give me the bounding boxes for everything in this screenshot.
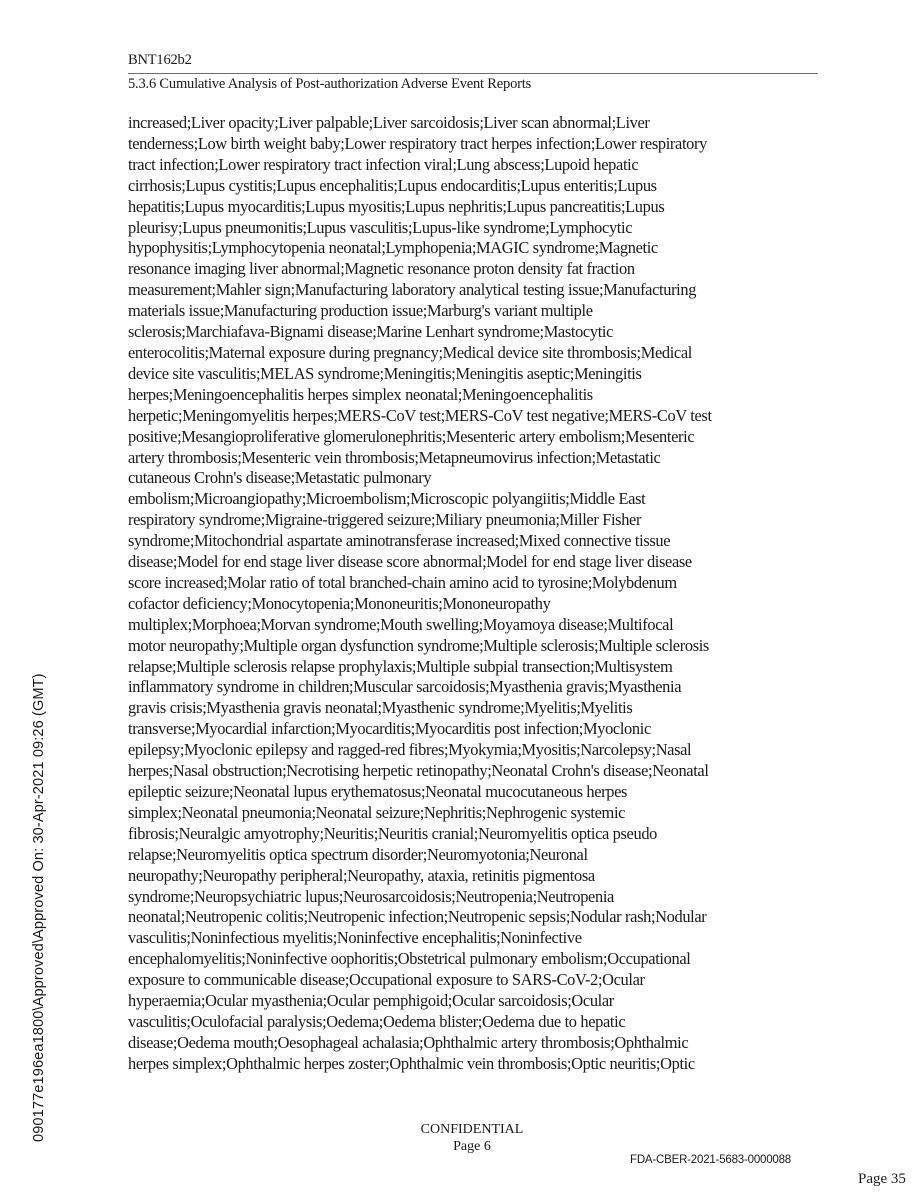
body-line: device site vasculitis;MELAS syndrome;Meningitis;Meningitis aseptic;Meningitis xyxy=(128,363,642,383)
body-line: tenderness;Low birth weight baby;Lower respiratory tract herpes infection;Lower respiratory xyxy=(128,133,707,153)
body-line: syndrome;Mitochondrial aspartate aminotransferase increased;Mixed connective tissue xyxy=(128,531,671,551)
body-line: tract infection;Lower respiratory tract infection viral;Lung abscess;Lupoid hepatic xyxy=(128,154,639,174)
body-line: fibrosis;Neuralgic amyotrophy;Neuritis;Neuritis cranial;Neuromyelitis optica pseudo xyxy=(128,823,658,843)
body-line: inflammatory syndrome in children;Muscular sarcoidosis;Myasthenia gravis;Myasthenia xyxy=(128,677,682,697)
body-line: transverse;Myocardial infarction;Myocarditis;Myocarditis post infection;Myoclonic xyxy=(128,719,651,739)
body-line: disease;Model for end stage liver disease score abnormal;Model for end stage liver disease xyxy=(128,552,692,572)
body-line: simplex;Neonatal pneumonia;Neonatal seizure;Nephritis;Nephrogenic systemic xyxy=(128,802,626,822)
body-line: relapse;Neuromyelitis optica spectrum disorder;Neuromyotonia;Neuronal xyxy=(128,844,588,864)
footer-page-number: Page 6 xyxy=(453,1139,491,1154)
body-line: exposure to communicable disease;Occupational exposure to SARS-CoV-2;Ocular xyxy=(128,970,645,990)
body-line: artery thrombosis;Mesenteric vein thrombosis;Metapneumovirus infection;Metastatic xyxy=(128,447,661,467)
approval-stamp: 090177e196ea1800\Approved\Approved On: 30-Apr-2021 09:26 (GMT) xyxy=(31,673,47,1142)
body-line: materials issue;Manufacturing production issue;Marburg's variant multiple xyxy=(128,301,593,321)
body-line: measurement;Mahler sign;Manufacturing laboratory analytical testing issue;Manufacturing xyxy=(128,280,697,300)
footer-confidential: CONFIDENTIAL xyxy=(420,1122,524,1137)
body-line: cutaneous Crohn's disease;Metastatic pulmonary xyxy=(128,468,432,488)
body-line: herpes simplex;Ophthalmic herpes zoster;Ophthalmic vein thrombosis;Optic neuritis;Optic xyxy=(128,1053,695,1073)
body-line: pleurisy;Lupus pneumonitis;Lupus vasculitis;Lupus-like syndrome;Lymphocytic xyxy=(128,217,633,237)
body-line: disease;Oedema mouth;Oesophageal achalasia;Ophthalmic artery thrombosis;Ophthalmic xyxy=(128,1032,689,1052)
body-line: encephalomyelitis;Noninfective oophoritis;Obstetrical pulmonary embolism;Occupational xyxy=(128,949,691,969)
body-line: increased;Liver opacity;Liver palpable;Liver sarcoidosis;Liver scan abnormal;Liver xyxy=(128,113,650,132)
footer-document-id: FDA-CBER-2021-5683-0000088 xyxy=(630,1154,792,1166)
header-section-title: 5.3.6 Cumulative Analysis of Post-authorization Adverse Event Reports xyxy=(128,76,532,92)
body-line: herpes;Nasal obstruction;Necrotising herpetic retinopathy;Neonatal Crohn's disease;Neonatal xyxy=(128,761,709,781)
body-line: motor neuropathy;Multiple organ dysfunction syndrome;Multiple sclerosis;Multiple sclerosis xyxy=(128,635,709,655)
outer-page-number: Page 35 xyxy=(858,1171,906,1187)
body-line: epileptic seizure;Neonatal lupus erythematosus;Neonatal mucocutaneous herpes xyxy=(128,782,628,801)
body-text xyxy=(128,113,828,1075)
body-line: sclerosis;Marchiafava-Bignami disease;Marine Lenhart syndrome;Mastocytic xyxy=(128,322,614,342)
body-line: gravis crisis;Myasthenia gravis neonatal;Myasthenic syndrome;Myelitis;Myelitis xyxy=(128,698,633,718)
body-line: vasculitis;Noninfectious myelitis;Noninfective encephalitis;Noninfective xyxy=(128,928,582,948)
body-line: cirrhosis;Lupus cystitis;Lupus encephalitis;Lupus endocarditis;Lupus enteritis;Lupus xyxy=(128,175,657,195)
body-line: embolism;Microangiopathy;Microembolism;Microscopic polyangiitis;Middle East xyxy=(128,489,646,509)
body-line: score increased;Molar ratio of total branched-chain amino acid to tyrosine;Molybdenum xyxy=(128,572,677,592)
body-line: respiratory syndrome;Migraine-triggered seizure;Miliary pneumonia;Miller Fisher xyxy=(128,510,642,530)
body-line: hypophysitis;Lymphocytopenia neonatal;Lymphopenia;MAGIC syndrome;Magnetic xyxy=(128,238,658,258)
body-line: herpes;Meningoencephalitis herpes simplex neonatal;Meningoencephalitis xyxy=(128,384,593,404)
body-line: epilepsy;Myoclonic epilepsy and ragged-red fibres;Myokymia;Myositis;Narcolepsy;Nasal xyxy=(128,740,692,760)
body-line: neonatal;Neutropenic colitis;Neutropenic infection;Neutropenic sepsis;Nodular rash;Nodular xyxy=(128,907,707,927)
header-product: BNT162b2 xyxy=(128,52,192,68)
body-line: neuropathy;Neuropathy peripheral;Neuropathy, ataxia, retinitis pigmentosa xyxy=(128,865,595,885)
body-line: herpetic;Meningomyelitis herpes;MERS-CoV test;MERS-CoV test negative;MERS-CoV test xyxy=(128,405,712,425)
body-line: hepatitis;Lupus myocarditis;Lupus myositis;Lupus nephritis;Lupus pancreatitis;Lupus xyxy=(128,196,665,216)
body-line: hyperaemia;Ocular myasthenia;Ocular pemphigoid;Ocular sarcoidosis;Ocular xyxy=(128,991,614,1011)
body-line: positive;Mesangioproliferative glomerulonephritis;Mesenteric artery embolism;Mesenteric xyxy=(128,426,695,446)
body-line: multiplex;Morphoea;Morvan syndrome;Mouth swelling;Moyamoya disease;Multifocal xyxy=(128,614,674,634)
body-line: enterocolitis;Maternal exposure during pregnancy;Medical device site thrombosis;Medical xyxy=(128,342,692,362)
body-line: relapse;Multiple sclerosis relapse prophylaxis;Multiple subpial transection;Multisystem xyxy=(128,656,673,676)
body-line: vasculitis;Oculofacial paralysis;Oedema;Oedema blister;Oedema due to hepatic xyxy=(128,1011,626,1031)
body-line: cofactor deficiency;Monocytopenia;Mononeuritis;Mononeuropathy xyxy=(128,593,551,613)
body-line: syndrome;Neuropsychiatric lupus;Neurosarcoidosis;Neutropenia;Neutropenia xyxy=(128,886,614,906)
header-rule xyxy=(128,73,818,74)
body-line: resonance imaging liver abnormal;Magnetic resonance proton density fat fraction xyxy=(128,259,635,279)
